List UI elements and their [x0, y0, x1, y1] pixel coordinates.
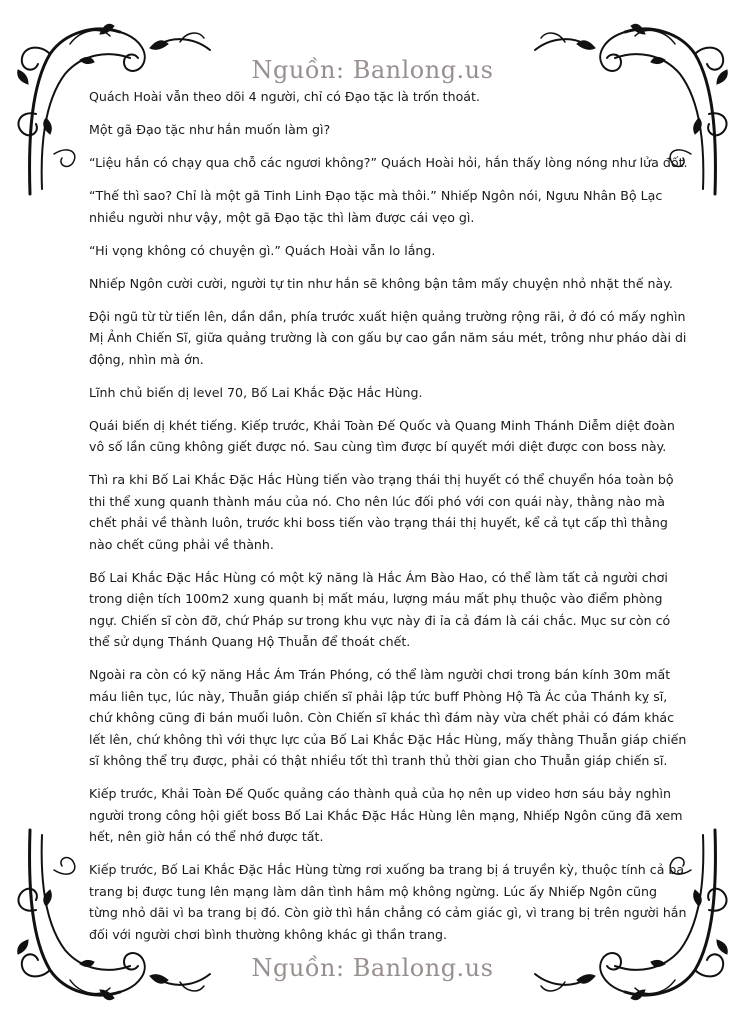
paragraph: “Liệu hắn có chạy qua chỗ các ngươi không?” Quách Hoài hỏi, hắn thấy lòng nóng như lửa đốt. [89, 155, 688, 170]
paragraph: Kiếp trước, Khải Toàn Đế Quốc quảng cáo thành quả của họ nên up video hơn sáu bảy nghìn người trong công hội giết boss Bố Lai Khắc Đặc Hắc Hùng lên mạng, Nhiếp Ngôn cũng đã xem hết, nên giờ hắn có thể nhớ được tất. [89, 786, 683, 844]
paragraph: Bố Lai Khắc Đặc Hắc Hùng có một kỹ năng là Hắc Ám Bào Hao, có thể làm tất cả người chơi trong diện tích 100m2 xung quanh bị mất máu, lượng máu mất phụ thuộc vào điểm phòng ngự. Chiến sĩ còn đỡ, chứ Pháp sư trong khu vực này đi ỉa cả đám là cái chắc. Mục sư còn có thể sử dụng Thánh Quang Hộ Thuẫn để thoát chết. [89, 569, 671, 649]
paragraph: Kiếp trước, Bố Lai Khắc Đặc Hắc Hùng từng rơi xuống ba trang bị á truyền kỳ, thuộc tính cả ba trang bị được tung lên mạng làm dân tình hâm mộ không ngừng. Lúc ấy Nhiếp Ngôn cũng từng nhỏ dãi vì ba trang bị đó. Còn giờ thì hắn chẳng có cảm giác gì, vì trang bị trên người hắn đối với người chơi bình thường không khác gì thần trang. [89, 862, 687, 942]
body-text [89, 86, 689, 957]
paragraph: Nhiếp Ngôn cười cười, người tự tin như hắn sẽ không bận tâm mấy chuyện nhỏ nhặt thế này. [89, 275, 673, 291]
footer-source-credit: Nguồn: Banlong.us [251, 954, 494, 982]
paragraph: Ngoài ra còn có kỹ năng Hắc Ám Trán Phóng, có thể làm người chơi trong bán kính 30m mất máu liên tục, lúc này, Thuẫn giáp chiến sĩ phải lập tức buff Phòng Hộ Tà Ác của Thánh kỵ sĩ, chứ không cũng đi bán muối luôn. Còn Chiến sĩ khác thì đám này vừa chết phải có đám khác lết lên, chứ không thì với thực lực của Bố Lai Khắc Đặc Hắc Hùng, mấy thằng Thuẫn giáp chiến sĩ không thể trụ được, phải có thật nhiều tốt thì tranh thủ thời gian cho Thuẫn giáp chiến sĩ. [89, 667, 687, 768]
paragraph: Đội ngũ từ từ tiến lên, dần dần, phía trước xuất hiện quảng trường rộng rãi, ở đó có mấy nghìn Mị Ảnh Chiến Sĩ, giữa quảng trường là con gấu bự cao gần năm sáu mét, trông như pháo dài di động, nhìn mà ớn. [89, 308, 687, 367]
paragraph: “Hi vọng không có chuyện gì.” Quách Hoài vẫn lo lắng. [89, 242, 436, 258]
paragraph: Thì ra khi Bố Lai Khắc Đặc Hắc Hùng tiến vào trạng thái thị huyết có thể chuyển hóa toàn bộ thi thể xung quanh thành máu của nó. Cho nên lúc đối phó với con quái này, thằng nào mà chết phải về thành luôn, trước khi boss tiến vào trạng thái thị huyết, kể cả tụt cấp thì thằng nào chết cũng phải về thành. [89, 472, 674, 552]
paragraph: “Thế thì sao? Chỉ là một gã Tinh Linh Đạo tặc mà thôi.” Nhiếp Ngôn nói, Ngưu Nhân Bộ Lạc nhiều người như vậy, một gã Đạo tặc thì làm được cái vẹo gì. [89, 188, 663, 225]
paragraph: Lĩnh chủ biến dị level 70, Bố Lai Khắc Đặc Hắc Hùng. [89, 384, 423, 400]
paragraph: Quái biến dị khét tiếng. Kiếp trước, Khải Toàn Đế Quốc và Quang Minh Thánh Diễm diệt đoàn vô số lần cũng không giết được nó. Sau cùng tìm được bí quyết mới diệt được con boss này. [89, 417, 675, 454]
paragraph: Quách Hoài vẫn theo dõi 4 người, chỉ có Đạo tặc là trốn thoát. [89, 89, 480, 104]
header-source-credit: Nguồn: Banlong.us [251, 56, 494, 84]
paragraph: Một gã Đạo tặc như hắn muốn làm gì? [89, 122, 331, 137]
